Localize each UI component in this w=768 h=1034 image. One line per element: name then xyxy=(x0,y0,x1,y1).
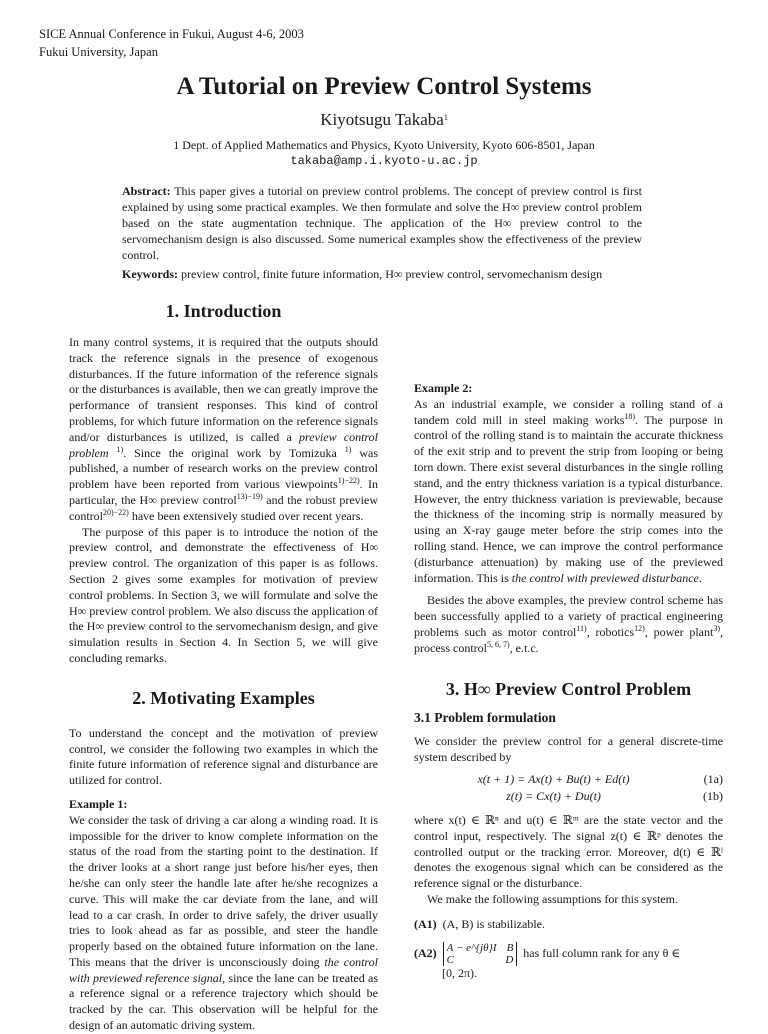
applications-paragraph xyxy=(414,593,723,656)
subsection-3-1-title: 3.1 Problem formulation xyxy=(414,709,556,725)
keywords-text: preview control, finite future information, H∞ preview control, servomechanism design xyxy=(181,267,603,281)
text-span: and the robust preview control xyxy=(69,492,378,523)
text-span: was published, a number of research works on the preview control problem have been reported from various viewpoints xyxy=(69,445,378,492)
assumption-a2-continued: [0, 2π). xyxy=(442,965,478,980)
citation: 5, 6, 7) xyxy=(486,639,510,649)
affiliation: 1 Dept. of Applied Mathematics and Physics, Kyoto University, Kyoto 606-8501, Japan xyxy=(173,138,595,152)
assumption-label: (A2) xyxy=(414,945,437,960)
right-column xyxy=(414,305,723,981)
text-span: , process control xyxy=(414,624,723,655)
citation: 20)−22) xyxy=(103,507,129,517)
citation: 11) xyxy=(576,623,587,633)
text-span: . The purpose in control of the rolling stand is to maintain the accurate thickness of the exit strip and to prevent the strip from looping or being torn down. There exist several disturbances in the single rolling stand, and the entry thickness variation is a typical disturbance. However, the entry thickness variation is previewable, because the thickness of the incoming strip is normally measured by using an X-ray gauge meter before the strip comes into the rolling stand. Hence, we can improve the control performance (disturbance attenuation) by making use of the previewed information. This is xyxy=(414,412,724,585)
university-header: Fukui University, Japan xyxy=(39,45,158,59)
text-span: In many control systems, it is required that the outputs should track the reference signals in the presence of exogenous disturbances. If the future information of the reference signals or the disturbances is available, then we can greatly improve the performance of transient responses. This kind of control problems, for which future information on the reference signals and/or disturbances is utilized, is called a xyxy=(69,335,378,444)
rank-matrix xyxy=(443,942,518,966)
text-span: have been extensively studied over recent years. xyxy=(128,508,364,523)
example-1-label: Example 1: xyxy=(69,796,128,811)
emphasis-text: the control with previewed disturbance xyxy=(511,570,699,585)
keywords xyxy=(122,266,642,282)
example-2-text xyxy=(414,397,723,587)
intro-paragraph-1 xyxy=(69,335,378,525)
emphasis-text: the control with previewed reference signal xyxy=(69,954,378,985)
section-1-title: 1. Introduction xyxy=(165,301,282,321)
abstract xyxy=(122,183,642,263)
motivation-paragraph: To understand the concept and the motivation of preview control, we consider the following two examples in which the finite future information of reference signal and disturbance are utilized for control. xyxy=(69,725,378,788)
emphasis-text: preview control problem xyxy=(69,429,378,460)
equation-1a xyxy=(414,771,723,788)
citation: 1) xyxy=(344,444,352,454)
text-span: . xyxy=(698,570,702,585)
text-span: We consider the task of driving a car along a winding road. It is impossible for the driver to know complete information on the status of the road from the starting point to the destination. If the driver looks at a short range just before his/her eyes, then he/she can only steer the handle late after he/she recognizes a curve. This will make the car deviate from the lane, and will lead to a car crash. In order to drive safely, the driver usually tries to look ahead as far as possible, and steer the handle properly based on the obtained future information on the lane. This means that the driver is unconsciously doing xyxy=(69,812,378,969)
assumption-text: (A, B) is stabilizable. xyxy=(442,916,545,931)
section-3-title: 3. H∞ Preview Control Problem xyxy=(445,678,692,699)
formulation-paragraph: We consider the preview control for a general discrete-time system described by xyxy=(414,734,723,765)
left-column xyxy=(69,335,378,1034)
citation: 3) xyxy=(713,623,720,633)
example-1-text xyxy=(69,813,378,1034)
assumption-a2 xyxy=(414,942,723,966)
author-name: Kiyotsugu Takaba xyxy=(320,110,444,129)
section-2-title: 2. Motivating Examples xyxy=(132,687,315,708)
matrix-entry: D xyxy=(505,953,514,966)
citation: 1) xyxy=(116,444,124,454)
conference-header: SICE Annual Conference in Fukui, August 4-6, 2003 xyxy=(39,27,304,41)
abstract-label: Abstract: xyxy=(122,184,171,198)
assumption-a1 xyxy=(414,917,723,933)
assumptions-intro: We make the following assumptions for this system. xyxy=(427,891,679,906)
text-span: . In particular, the H∞ preview control xyxy=(69,477,379,507)
author-email: takaba@amp.i.kyoto-u.ac.jp xyxy=(290,154,478,168)
text-span: Besides the above examples, the preview control scheme has been successfully applied to a variety of practical engineering problems such as motor control xyxy=(414,593,723,639)
equation-number: (1b) xyxy=(703,788,723,803)
assumption-label: (A1) xyxy=(414,916,437,931)
citation: 18) xyxy=(624,411,636,421)
equation-number: (1a) xyxy=(703,771,723,786)
equation-body: z(t) = Cx(t) + Du(t) xyxy=(506,788,601,803)
equation-body: x(t + 1) = Ax(t) + Bu(t) + Ed(t) xyxy=(477,771,630,786)
example-2-label: Example 2: xyxy=(414,381,473,395)
citation: 12) xyxy=(634,623,645,633)
equation-1b xyxy=(414,788,723,805)
paper-title: A Tutorial on Preview Control Systems xyxy=(176,73,592,100)
intro-paragraph-2: The purpose of this paper is to introduce the notion of the preview control, and demonstrate the effectiveness of H∞ preview control. The organization of this paper is as follows. Section 2 gives some examples for motivation of preview control problems. In Section 3, we will formulate and solve the H∞ preview control problem. We also discuss the application of the H∞ preview control to the servomechanism design, and give simulation results in Section 4. In Section 5, we will give concluding remarks. xyxy=(69,524,378,665)
author-superscript: 1 xyxy=(443,113,448,122)
text-span: As an industrial example, we consider a rolling stand of a tandem cold mill in steel making works xyxy=(414,396,723,427)
text-span: . Since the original work by Tomizuka xyxy=(123,445,345,460)
abstract-text: This paper gives a tutorial on preview control problems. The concept of preview control is first explained by using some practical examples. We then formulate and solve the H∞ preview control problem based on the state augmentation technique. The application of the H∞ preview control to the servomechanism design is also discussed. Some numerical examples show the effectiveness of the preview control. xyxy=(122,184,642,262)
author-line xyxy=(0,110,768,130)
variables-paragraph: where x(t) ∈ ℝⁿ and u(t) ∈ ℝᵐ are the state vector and the control input, respectively. The signal z(t) ∈ ℝᵖ denotes the controlled output or the tracking error. Moreover, d(t) ∈ ℝˡ denotes the exogenous signal which can be considered as the reference signal or the disturbance. xyxy=(414,812,723,891)
text-span: , since the lane can be treated as a reference signal or a reference trajectory which should be tracked by the car. This observation will be helpful for the design of an automatic driving system. xyxy=(69,970,379,1033)
citation: 1)−22) xyxy=(337,476,360,486)
keywords-label: Keywords: xyxy=(122,267,178,281)
assumption-text: has full column rank for any θ ∈ xyxy=(523,945,681,960)
matrix-entry: A − e^{jθ}I xyxy=(446,941,497,954)
matrix-entry: C xyxy=(446,953,455,966)
text-span: , robotics xyxy=(586,624,635,639)
text-span: , e.t.c. xyxy=(509,640,539,655)
citation: 13)−19) xyxy=(236,491,263,501)
text-span: , power plant xyxy=(644,624,714,639)
matrix-entry: B xyxy=(506,941,514,954)
